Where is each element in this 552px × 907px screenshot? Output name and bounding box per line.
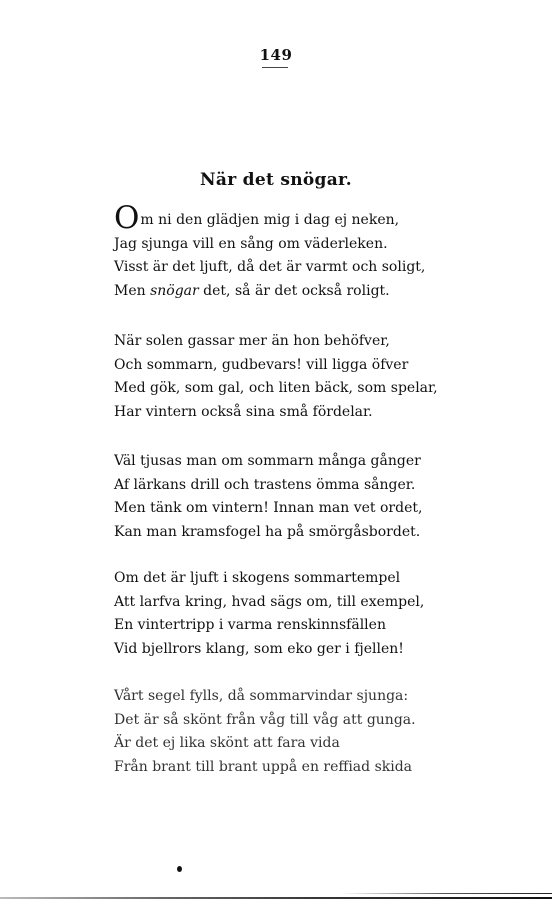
stanza-3-line-4: Kan man kramsfogel ha på smörgåsbordet. xyxy=(114,523,421,540)
stanza-1-line-1-text: m ni den glädjen mig i dag ej neken, xyxy=(140,212,400,228)
page-edge-rule-thin xyxy=(340,893,552,894)
stanza-3-line-1: Väl tjusas man om sommarn många gånger xyxy=(114,453,421,469)
stanza-3-line-3: Men tänk om vintern! Innan man vet ordet, xyxy=(114,500,423,516)
stanza-5-line-3: Är det ej lika skönt att fara vida xyxy=(114,735,340,751)
stanza-1-line-4-start: Men xyxy=(114,282,151,299)
page-number-rule xyxy=(262,67,288,68)
stanza-1-line-1 xyxy=(114,200,425,236)
stanza-2 xyxy=(114,330,438,424)
stanza-3 xyxy=(114,450,422,544)
drop-cap: O xyxy=(114,200,140,236)
stanza-4 xyxy=(114,567,424,661)
stanza-5-line-4: Från brant till brant uppå en reffiad skida xyxy=(114,758,413,775)
stanza-1 xyxy=(114,200,426,303)
stanza-1-line-4-end: det, så är det också roligt. xyxy=(198,282,390,299)
stanza-3-line-2: Af lärkans drill och trastens ömma sånger. xyxy=(114,476,416,493)
italic-word: snögar xyxy=(150,282,199,299)
stanza-2-line-4: Har vintern också sina små fördelar. xyxy=(114,403,373,420)
stanza-4-line-4: Vid bjellrors klang, som eko ger i fjellen! xyxy=(114,640,404,657)
stanza-5-line-1: Vårt segel fylls, då sommarvindar sjunga: xyxy=(114,688,409,704)
stanza-1-line-3: Visst är det ljuft, då det är varmt och soligt, xyxy=(114,259,426,275)
page-edge-rule xyxy=(0,897,552,899)
stanza-1-line-2: Jag sjunga vill en sång om väderleken. xyxy=(114,235,388,252)
page-number: 149 xyxy=(259,46,293,64)
stanza-4-line-2: Att larfva kring, hvad sägs om, till exempel, xyxy=(114,593,425,610)
stanza-2-line-2: Och sommarn, gudbevars! vill ligga öfver xyxy=(114,356,409,373)
poem-title: När det snögar. xyxy=(200,170,352,190)
stanza-5-line-2: Det är så skönt från våg till våg att gunga. xyxy=(114,711,416,728)
printer-mark xyxy=(177,866,182,872)
stanza-1-line-4 xyxy=(114,280,425,304)
stanza-4-line-3: En vintertripp i varma renskinnsfällen xyxy=(114,617,386,633)
stanza-5 xyxy=(114,685,416,779)
stanza-4-line-1: Om det är ljuft i skogens sommartempel xyxy=(114,570,401,586)
stanza-2-line-3: Med gök, som gal, och liten bäck, som spelar, xyxy=(114,380,438,396)
stanza-2-line-1: När solen gassar mer än hon behöfver, xyxy=(114,333,390,349)
